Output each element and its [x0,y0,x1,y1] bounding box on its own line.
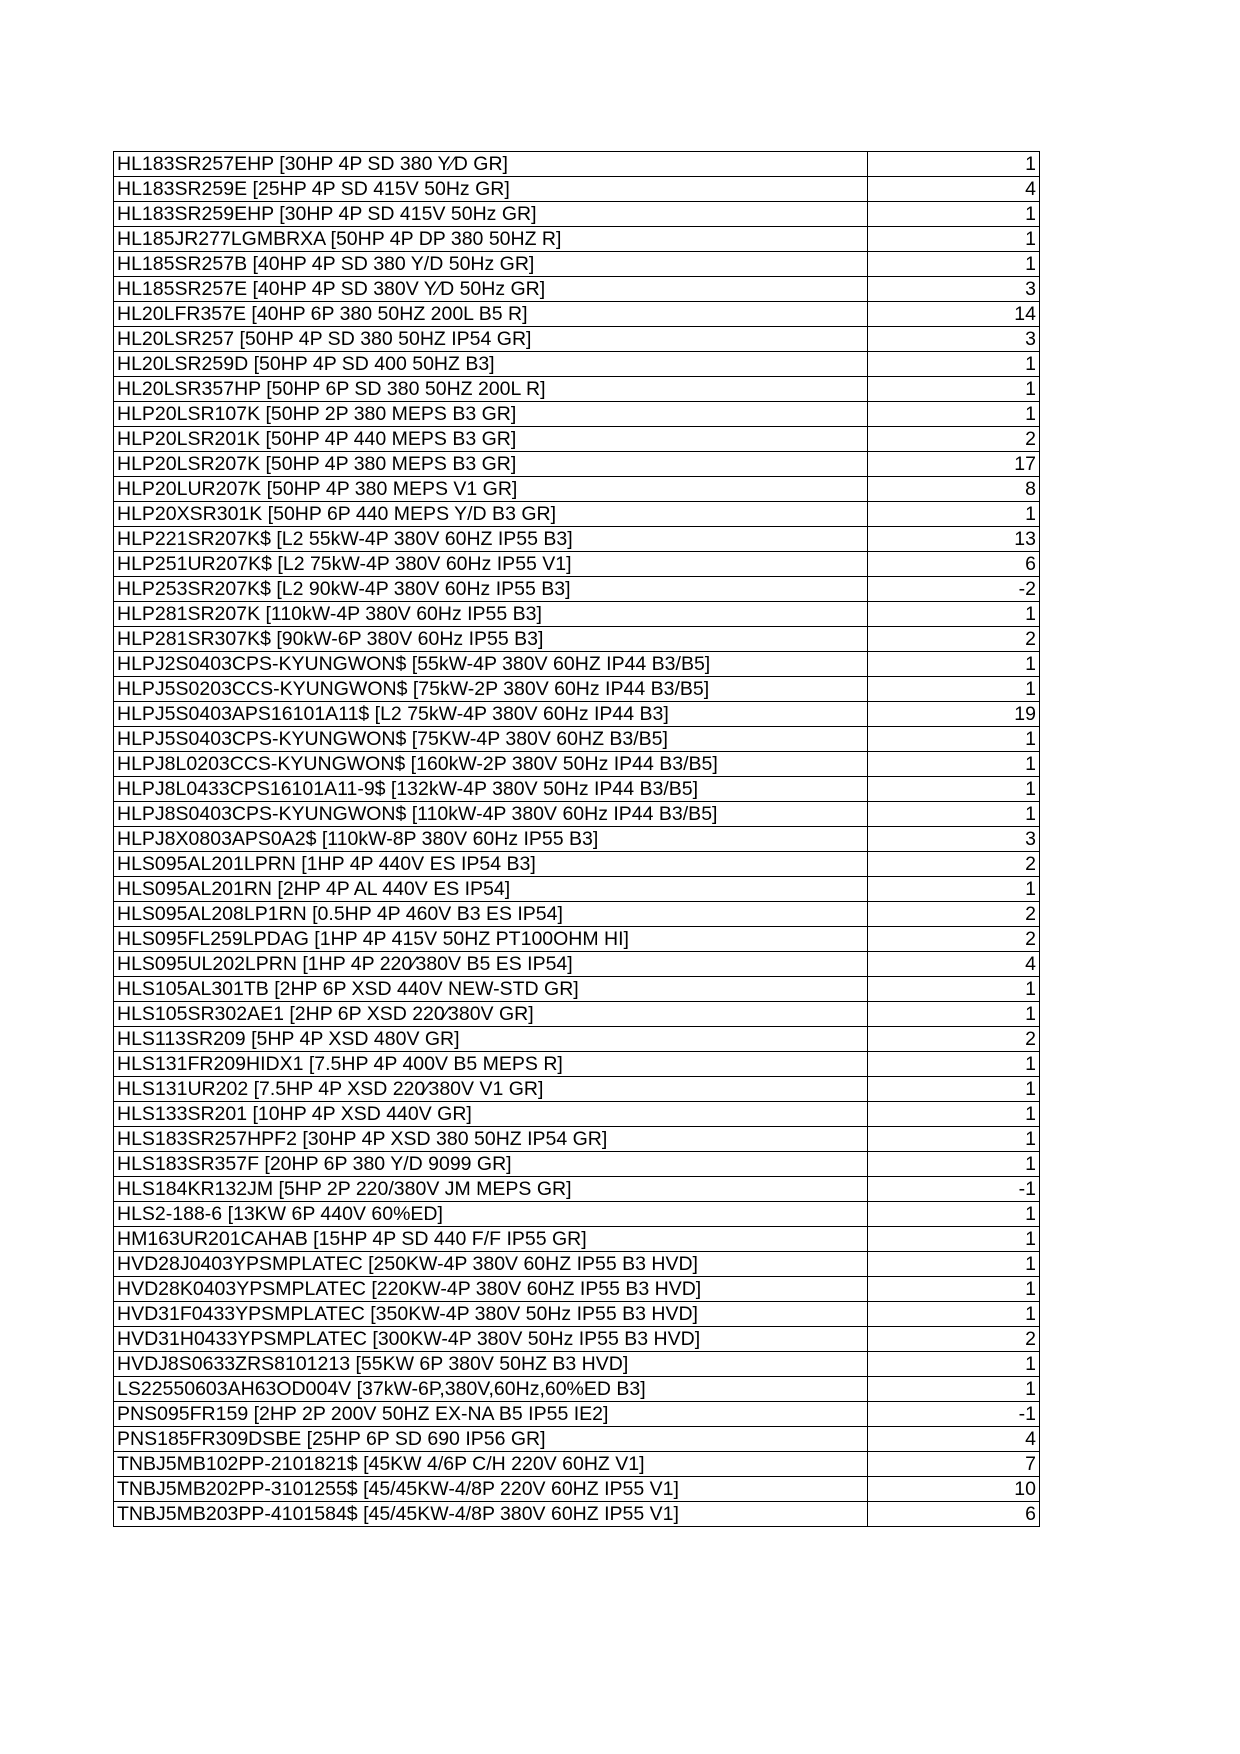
table-row [114,752,1040,777]
table-row [114,202,1040,227]
item-cell: HLP20XSR301K [50HP 6P 440 MEPS Y/D B3 GR] [114,502,868,527]
quantity-cell: 1 [868,1077,1040,1102]
table-row [114,402,1040,427]
quantity-cell: 4 [868,177,1040,202]
item-cell: TNBJ5MB202PP-3101255$ [45/45KW-4/8P 220V 60HZ IP55 V1] [114,1477,868,1502]
quantity-cell: 1 [868,227,1040,252]
table-row [114,577,1040,602]
quantity-cell: 1 [868,652,1040,677]
quantity-cell: 1 [868,1302,1040,1327]
quantity-cell: 8 [868,477,1040,502]
quantity-cell: 1 [868,1277,1040,1302]
table-row [114,1477,1040,1502]
quantity-cell: -1 [868,1177,1040,1202]
item-cell: HLS183SR257HPF2 [30HP 4P XSD 380 50HZ IP54 GR] [114,1127,868,1152]
item-cell: HLPJ8X0803APS0A2$ [110kW-8P 380V 60Hz IP55 B3] [114,827,868,852]
item-cell: HLPJ8L0203CCS-KYUNGWON$ [160kW-2P 380V 50Hz IP44 B3/B5] [114,752,868,777]
item-cell: HLS183SR357F [20HP 6P 380 Y/D 9099 GR] [114,1152,868,1177]
item-cell: HLS095AL201LPRN [1HP 4P 440V ES IP54 B3] [114,852,868,877]
table-row [114,802,1040,827]
table-row [114,852,1040,877]
quantity-cell: 1 [868,1377,1040,1402]
quantity-cell: 2 [868,427,1040,452]
item-cell: HM163UR201CAHAB [15HP 4P SD 440 F/F IP55 GR] [114,1227,868,1252]
item-cell: HL183SR257EHP [30HP 4P SD 380 Y∕D GR] [114,152,868,177]
item-cell: HLS131FR209HIDX1 [7.5HP 4P 400V B5 MEPS R] [114,1052,868,1077]
item-cell: HLP251UR207K$ [L2 75kW-4P 380V 60Hz IP55 V1] [114,552,868,577]
quantity-cell: 1 [868,1227,1040,1252]
table-row [114,827,1040,852]
quantity-cell: 1 [868,1127,1040,1152]
item-cell: PNS185FR309DSBE [25HP 6P SD 690 IP56 GR] [114,1427,868,1452]
table-row [114,927,1040,952]
table-row [114,502,1040,527]
table-row [114,1102,1040,1127]
quantity-cell: 7 [868,1452,1040,1477]
table-row [114,1177,1040,1202]
quantity-cell: 1 [868,1052,1040,1077]
quantity-cell: 1 [868,202,1040,227]
table-row [114,1302,1040,1327]
quantity-cell: -2 [868,577,1040,602]
table-row [114,1427,1040,1452]
table-row [114,277,1040,302]
item-cell: HLPJ5S0403APS16101A11$ [L2 75kW-4P 380V 60Hz IP44 B3] [114,702,868,727]
item-cell: HLS131UR202 [7.5HP 4P XSD 220∕380V V1 GR] [114,1077,868,1102]
table-row [114,152,1040,177]
table-row [114,1052,1040,1077]
table-row [114,377,1040,402]
table-row [114,1152,1040,1177]
item-cell: HL185JR277LGMBRXA [50HP 4P DP 380 50HZ R] [114,227,868,252]
table-row [114,902,1040,927]
quantity-cell: 3 [868,827,1040,852]
quantity-cell: 1 [868,977,1040,1002]
item-cell: HL183SR259E [25HP 4P SD 415V 50Hz GR] [114,177,868,202]
quantity-cell: 3 [868,277,1040,302]
table-row [114,527,1040,552]
table-row [114,652,1040,677]
table-row [114,477,1040,502]
table-row [114,1227,1040,1252]
table-row [114,552,1040,577]
table-row [114,452,1040,477]
item-cell: HLS2-188-6 [13KW 6P 440V 60%ED] [114,1202,868,1227]
table-row [114,1277,1040,1302]
table-row [114,1252,1040,1277]
table-row [114,677,1040,702]
item-cell: HLS184KR132JM [5HP 2P 220/380V JM MEPS GR] [114,1177,868,1202]
item-cell: HL20LFR357E [40HP 6P 380 50HZ 200L B5 R] [114,302,868,327]
quantity-cell: 2 [868,927,1040,952]
quantity-cell: 1 [868,1002,1040,1027]
quantity-cell: 1 [868,252,1040,277]
quantity-cell: 1 [868,777,1040,802]
quantity-cell: 1 [868,727,1040,752]
quantity-cell: 1 [868,152,1040,177]
quantity-cell: 1 [868,402,1040,427]
quantity-cell: 4 [868,952,1040,977]
item-cell: HLPJ2S0403CPS-KYUNGWON$ [55kW-4P 380V 60HZ IP44 B3/B5] [114,652,868,677]
quantity-cell: 13 [868,527,1040,552]
item-cell: TNBJ5MB203PP-4101584$ [45/45KW-4/8P 380V 60HZ IP55 V1] [114,1502,868,1527]
quantity-cell: 1 [868,377,1040,402]
item-cell: HLP281SR307K$ [90kW-6P 380V 60Hz IP55 B3] [114,627,868,652]
quantity-cell: -1 [868,1402,1040,1427]
quantity-cell: 1 [868,352,1040,377]
item-cell: HLS133SR201 [10HP 4P XSD 440V GR] [114,1102,868,1127]
table-row [114,1352,1040,1377]
table-row [114,627,1040,652]
item-cell: HVD31H0433YPSMPLATEC [300KW-4P 380V 50Hz IP55 B3 HVD] [114,1327,868,1352]
quantity-cell: 2 [868,1027,1040,1052]
item-cell: HL20LSR259D [50HP 4P SD 400 50HZ B3] [114,352,868,377]
item-cell: HLPJ5S0403CPS-KYUNGWON$ [75KW-4P 380V 60HZ B3/B5] [114,727,868,752]
quantity-cell: 1 [868,602,1040,627]
item-cell: HVD28K0403YPSMPLATEC [220KW-4P 380V 60HZ IP55 B3 HVD] [114,1277,868,1302]
quantity-cell: 6 [868,552,1040,577]
table-row [114,302,1040,327]
item-cell: HL185SR257B [40HP 4P SD 380 Y/D 50Hz GR] [114,252,868,277]
item-cell: PNS095FR159 [2HP 2P 200V 50HZ EX-NA B5 IP55 IE2] [114,1402,868,1427]
item-cell: LS22550603AH63OD004V [37kW-6P,380V,60Hz,60%ED B3] [114,1377,868,1402]
table-row [114,1077,1040,1102]
quantity-cell: 1 [868,502,1040,527]
item-cell: HLPJ5S0203CCS-KYUNGWON$ [75kW-2P 380V 60Hz IP44 B3/B5] [114,677,868,702]
table-row [114,427,1040,452]
table-row [114,227,1040,252]
item-cell: HLP253SR207K$ [L2 90kW-4P 380V 60Hz IP55 B3] [114,577,868,602]
table-row [114,727,1040,752]
table-row [114,352,1040,377]
quantity-cell: 1 [868,1202,1040,1227]
item-cell: HLPJ8S0403CPS-KYUNGWON$ [110kW-4P 380V 60Hz IP44 B3/B5] [114,802,868,827]
quantity-cell: 1 [868,1352,1040,1377]
item-cell: HLP221SR207K$ [L2 55kW-4P 380V 60HZ IP55 B3] [114,527,868,552]
table-row [114,1027,1040,1052]
item-cell: HL185SR257E [40HP 4P SD 380V Y∕D 50Hz GR] [114,277,868,302]
item-cell: HVD28J0403YPSMPLATEC [250KW-4P 380V 60HZ IP55 B3 HVD] [114,1252,868,1277]
table-row [114,777,1040,802]
item-cell: HLP20LSR107K [50HP 2P 380 MEPS B3 GR] [114,402,868,427]
table-row [114,1002,1040,1027]
quantity-cell: 2 [868,1327,1040,1352]
item-cell: HL20LSR357HP [50HP 6P SD 380 50HZ 200L R] [114,377,868,402]
quantity-cell: 1 [868,877,1040,902]
table-row [114,702,1040,727]
item-cell: HLS095UL202LPRN [1HP 4P 220∕380V B5 ES IP54] [114,952,868,977]
table-row [114,1127,1040,1152]
quantity-cell: 1 [868,802,1040,827]
item-cell: HLS095AL208LP1RN [0.5HP 4P 460V B3 ES IP54] [114,902,868,927]
item-cell: HLP20LSR207K [50HP 4P 380 MEPS B3 GR] [114,452,868,477]
table-row [114,1452,1040,1477]
quantity-cell: 10 [868,1477,1040,1502]
item-cell: HLS095AL201RN [2HP 4P AL 440V ES IP54] [114,877,868,902]
quantity-cell: 2 [868,902,1040,927]
inventory-table [113,151,1040,1527]
item-cell: HLS105AL301TB [2HP 6P XSD 440V NEW-STD GR] [114,977,868,1002]
table-row [114,877,1040,902]
quantity-cell: 14 [868,302,1040,327]
item-cell: HL20LSR257 [50HP 4P SD 380 50HZ IP54 GR] [114,327,868,352]
quantity-cell: 19 [868,702,1040,727]
table-row [114,327,1040,352]
quantity-cell: 3 [868,327,1040,352]
item-cell: HLS095FL259LPDAG [1HP 4P 415V 50HZ PT100OHM HI] [114,927,868,952]
item-cell: HL183SR259EHP [30HP 4P SD 415V 50Hz GR] [114,202,868,227]
inventory-body [114,152,1040,1527]
table-row [114,1377,1040,1402]
item-cell: HVDJ8S0633ZRS8101213 [55KW 6P 380V 50HZ B3 HVD] [114,1352,868,1377]
quantity-cell: 4 [868,1427,1040,1452]
table-row [114,977,1040,1002]
table-row [114,602,1040,627]
item-cell: HLP20LSR201K [50HP 4P 440 MEPS B3 GR] [114,427,868,452]
quantity-cell: 1 [868,1102,1040,1127]
table-row [114,177,1040,202]
table-row [114,952,1040,977]
quantity-cell: 1 [868,677,1040,702]
item-cell: HLS113SR209 [5HP 4P XSD 480V GR] [114,1027,868,1052]
table-row [114,1327,1040,1352]
quantity-cell: 17 [868,452,1040,477]
item-cell: HLPJ8L0433CPS16101A11-9$ [132kW-4P 380V 50Hz IP44 B3/B5] [114,777,868,802]
table-row [114,1502,1040,1527]
item-cell: TNBJ5MB102PP-2101821$ [45KW 4/6P C/H 220V 60HZ V1] [114,1452,868,1477]
item-cell: HLS105SR302AE1 [2HP 6P XSD 220∕380V GR] [114,1002,868,1027]
quantity-cell: 1 [868,1152,1040,1177]
quantity-cell: 1 [868,1252,1040,1277]
item-cell: HLP281SR207K [110kW-4P 380V 60Hz IP55 B3] [114,602,868,627]
quantity-cell: 1 [868,752,1040,777]
quantity-cell: 2 [868,852,1040,877]
item-cell: HVD31F0433YPSMPLATEC [350KW-4P 380V 50Hz IP55 B3 HVD] [114,1302,868,1327]
table-row [114,252,1040,277]
quantity-cell: 6 [868,1502,1040,1527]
item-cell: HLP20LUR207K [50HP 4P 380 MEPS V1 GR] [114,477,868,502]
table-row [114,1202,1040,1227]
quantity-cell: 2 [868,627,1040,652]
table-row [114,1402,1040,1427]
